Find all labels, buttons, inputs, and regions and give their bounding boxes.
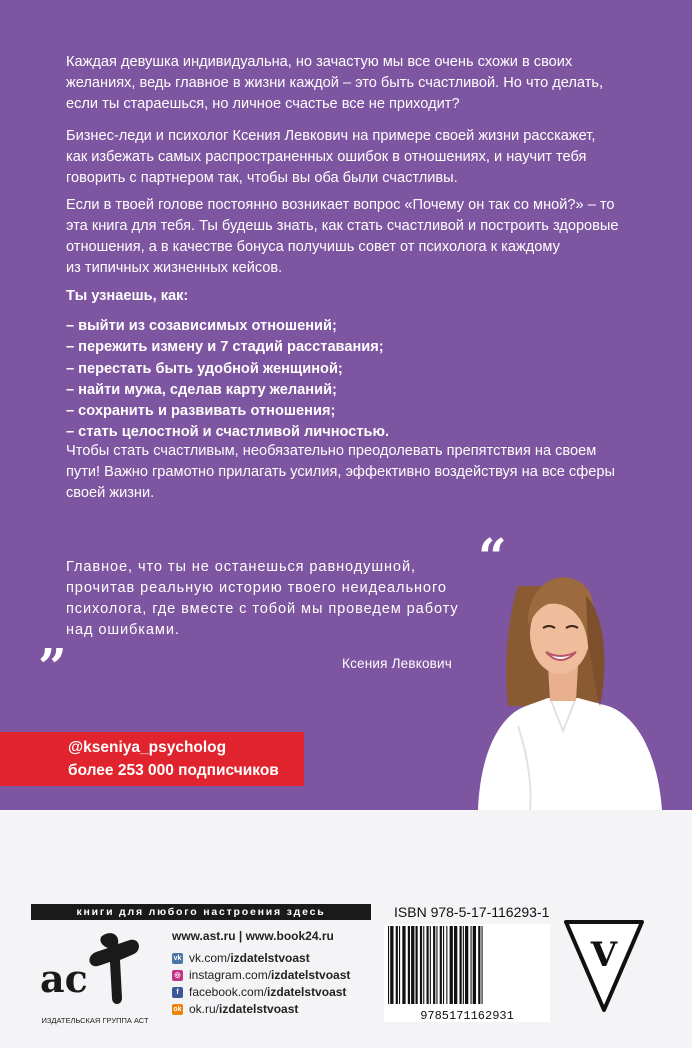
instagram-handle: @kseniya_psycholog — [68, 739, 227, 756]
barcode-bar — [471, 926, 472, 1004]
barcode-bar — [478, 926, 480, 1004]
list-item: – перестать быть удобной женщиной; — [66, 360, 343, 377]
barcode-bar — [446, 926, 447, 1004]
barcode-bar — [423, 926, 424, 1004]
barcode-bar — [433, 926, 435, 1004]
social-link-vk[interactable]: vk vk.com/ izdatelstvoast — [173, 951, 310, 965]
age-rating-mark — [560, 916, 648, 1016]
barcode-bar — [399, 926, 400, 1004]
barcode-bar — [440, 926, 442, 1004]
author-quote: Главное, что ты не останешься равнодушной, прочитав реальную историю твоего неидеального психолога, где вместе с тобой мы проведем работу над ошибками. — [66, 559, 459, 638]
barcode-bar — [436, 926, 437, 1004]
learn-list — [66, 316, 632, 444]
quote-author: Ксения Левкович — [342, 656, 453, 671]
list-item: – найти мужа, сделав карту желаний; — [66, 381, 337, 398]
list-item: – сохранить и развивать отношения; — [66, 403, 336, 420]
publisher-tagline: книги для любого настроения здесь — [31, 904, 371, 920]
barcode-bar — [396, 926, 398, 1004]
list-item: – стать целостной и счастливой личностью. — [66, 424, 390, 441]
barcode-bar — [408, 926, 410, 1004]
learn-heading: Ты узнаешь, как: — [66, 288, 189, 304]
vk-icon: vk — [173, 954, 182, 962]
barcode-bar — [454, 926, 457, 1004]
instagram-icon: ◎ — [172, 970, 183, 981]
publisher-label: ИЗДАТЕЛЬСКАЯ ГРУППА АСТ — [41, 1016, 149, 1025]
barcode-bar — [430, 926, 431, 1004]
audience-paragraph: Если в твоей голове постоянно возникает вопрос «Почему он так со мной?» – то эта книга для тебя. Ты будешь знать, как стать счастливой и построить здоровые отношения, а в качестве бонуса получишь совет от психолога к каждому из типичных жизненных кейсов. — [66, 197, 619, 276]
facebook-icon: f — [172, 987, 183, 998]
barcode-bar — [388, 926, 389, 1004]
barcode-bar — [450, 926, 453, 1004]
logo-text: ac — [40, 956, 88, 1001]
social-link-ok[interactable]: ok ok.ru/ izdatelstvoast — [173, 1002, 299, 1016]
isbn: ISBN 978-5-17-116293-1 — [394, 904, 550, 920]
barcode-bar — [473, 926, 476, 1004]
quote-close-mark: ” — [38, 637, 67, 696]
barcode — [384, 924, 550, 1022]
barcode-bar — [482, 926, 483, 1004]
list-item: – пережить измену и 7 стадий расставания; — [66, 339, 384, 356]
barcode-bar — [420, 926, 422, 1004]
age-mark-letter: V — [590, 935, 618, 975]
author-paragraph: Бизнес-леди и психолог Ксения Левкович на примере своей жизни расскажет, как избежать самых распространенных ошибок в отношениях, и научит тебя говорить с партнером так, чтобы вы оба были счастливы. — [66, 128, 596, 186]
closing-paragraph: Чтобы стать счастливым, необязательно преодолевать препятствия на своем пути! Важно грамотно прилагать усилия, эффективно воздействуя на все сферы своей жизни. — [66, 443, 615, 501]
publisher-logo — [30, 928, 160, 1028]
barcode-bar — [443, 926, 444, 1004]
social-link-facebook[interactable]: f facebook.com/ izdatelstvoast — [172, 984, 346, 1000]
barcode-bar — [416, 926, 418, 1004]
quote-open-mark: “ — [478, 527, 507, 586]
barcode-bar — [402, 926, 405, 1004]
barcode-bar — [463, 926, 464, 1004]
barcode-digits: 9785171162931 — [420, 1009, 514, 1022]
barcode-bar — [465, 926, 468, 1004]
list-item: – выйти из созависимых отношений; — [66, 318, 337, 334]
barcode-bar — [427, 926, 429, 1004]
intro-paragraph: Каждая девушка индивидуальна, но зачастую мы все очень схожи в своих желаниях, ведь главное в жизни каждой – это быть счастливой. Но что делать, если ты стараешься, но личное счастье все не приходит? — [66, 54, 604, 112]
publisher-websites[interactable]: www.ast.ru | www.book24.ru — [172, 929, 334, 943]
social-link-instagram[interactable]: ◎ instagram.com/ izdatelstvoast — [172, 967, 350, 983]
ok-icon: ok — [173, 1005, 182, 1013]
barcode-bar — [411, 926, 414, 1004]
followers-count: более 253 000 подписчиков — [68, 762, 279, 779]
barcode-bar — [390, 926, 393, 1004]
barcode-bar — [460, 926, 462, 1004]
